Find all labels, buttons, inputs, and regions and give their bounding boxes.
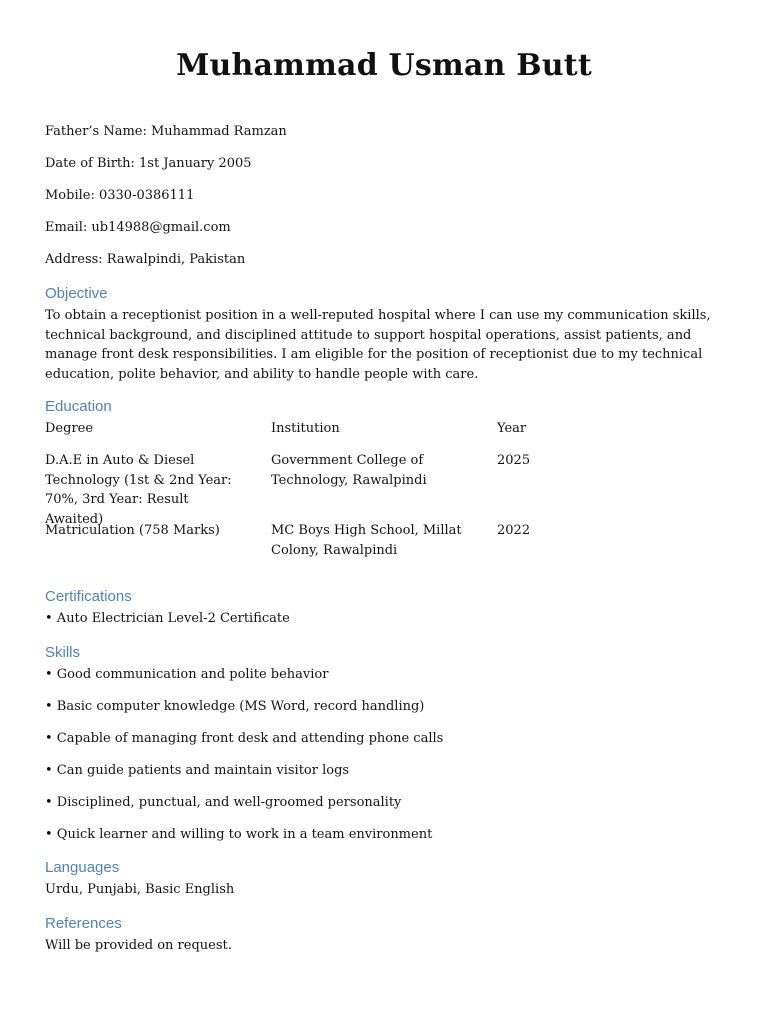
degree-cell: D.A.E in Auto & Diesel Technology (1st & 2nd Year: 70%, 3rd Year: Result Awaited)	[45, 453, 232, 527]
institution-cell: MC Boys High School, Millat Colony, Rawalpindi	[271, 523, 462, 558]
degree-cell: Matriculation (758 Marks)	[45, 523, 220, 538]
skill-item: • Basic computer knowledge (MS Word, record handling)	[45, 699, 425, 714]
institution-cell: Government College of Technology, Rawalpindi	[271, 453, 427, 488]
year-cell: 2025	[497, 453, 531, 468]
mobile: Mobile: 0330-0386111	[45, 188, 195, 203]
address: Address: Rawalpindi, Pakistan	[45, 252, 246, 267]
skill-item: • Good communication and polite behavior	[45, 667, 329, 682]
year-cell: 2022	[497, 523, 531, 538]
certification-item: • Auto Electrician Level-2 Certificate	[45, 611, 290, 626]
skill-item: • Capable of managing front desk and attending phone calls	[45, 731, 444, 746]
column-header-year: Year	[497, 421, 527, 436]
references-text: Will be provided on request.	[45, 938, 232, 953]
column-header-institution: Institution	[271, 421, 340, 436]
objective-text: To obtain a receptionist position in a well-reputed hospital where I can use my communication skills, technical background, and disciplined attitude to support hospital operations, assist patients, and manage front desk responsibilities. I am eligible for the position of receptionist due to my technical education, polite behavior, and ability to handle people with care.	[45, 308, 711, 382]
skill-item: • Can guide patients and maintain visitor logs	[45, 763, 350, 778]
education-heading: Education	[45, 398, 112, 415]
references-heading: References	[45, 915, 122, 932]
skills-heading: Skills	[45, 644, 81, 661]
skill-item: • Disciplined, punctual, and well-groomed personality	[45, 795, 402, 810]
column-header-degree: Degree	[45, 421, 94, 436]
languages-heading: Languages	[45, 859, 120, 876]
date-of-birth: Date of Birth: 1st January 2005	[45, 156, 252, 171]
objective-heading: Objective	[45, 285, 108, 302]
languages-text: Urdu, Punjabi, Basic English	[45, 882, 235, 897]
resume-name: Muhammad Usman Butt	[176, 48, 592, 83]
email: Email: ub14988@gmail.com	[45, 220, 231, 235]
fathers-name: Father’s Name: Muhammad Ramzan	[45, 124, 287, 139]
certifications-heading: Certifications	[45, 588, 132, 605]
skill-item: • Quick learner and willing to work in a team environment	[45, 827, 433, 842]
